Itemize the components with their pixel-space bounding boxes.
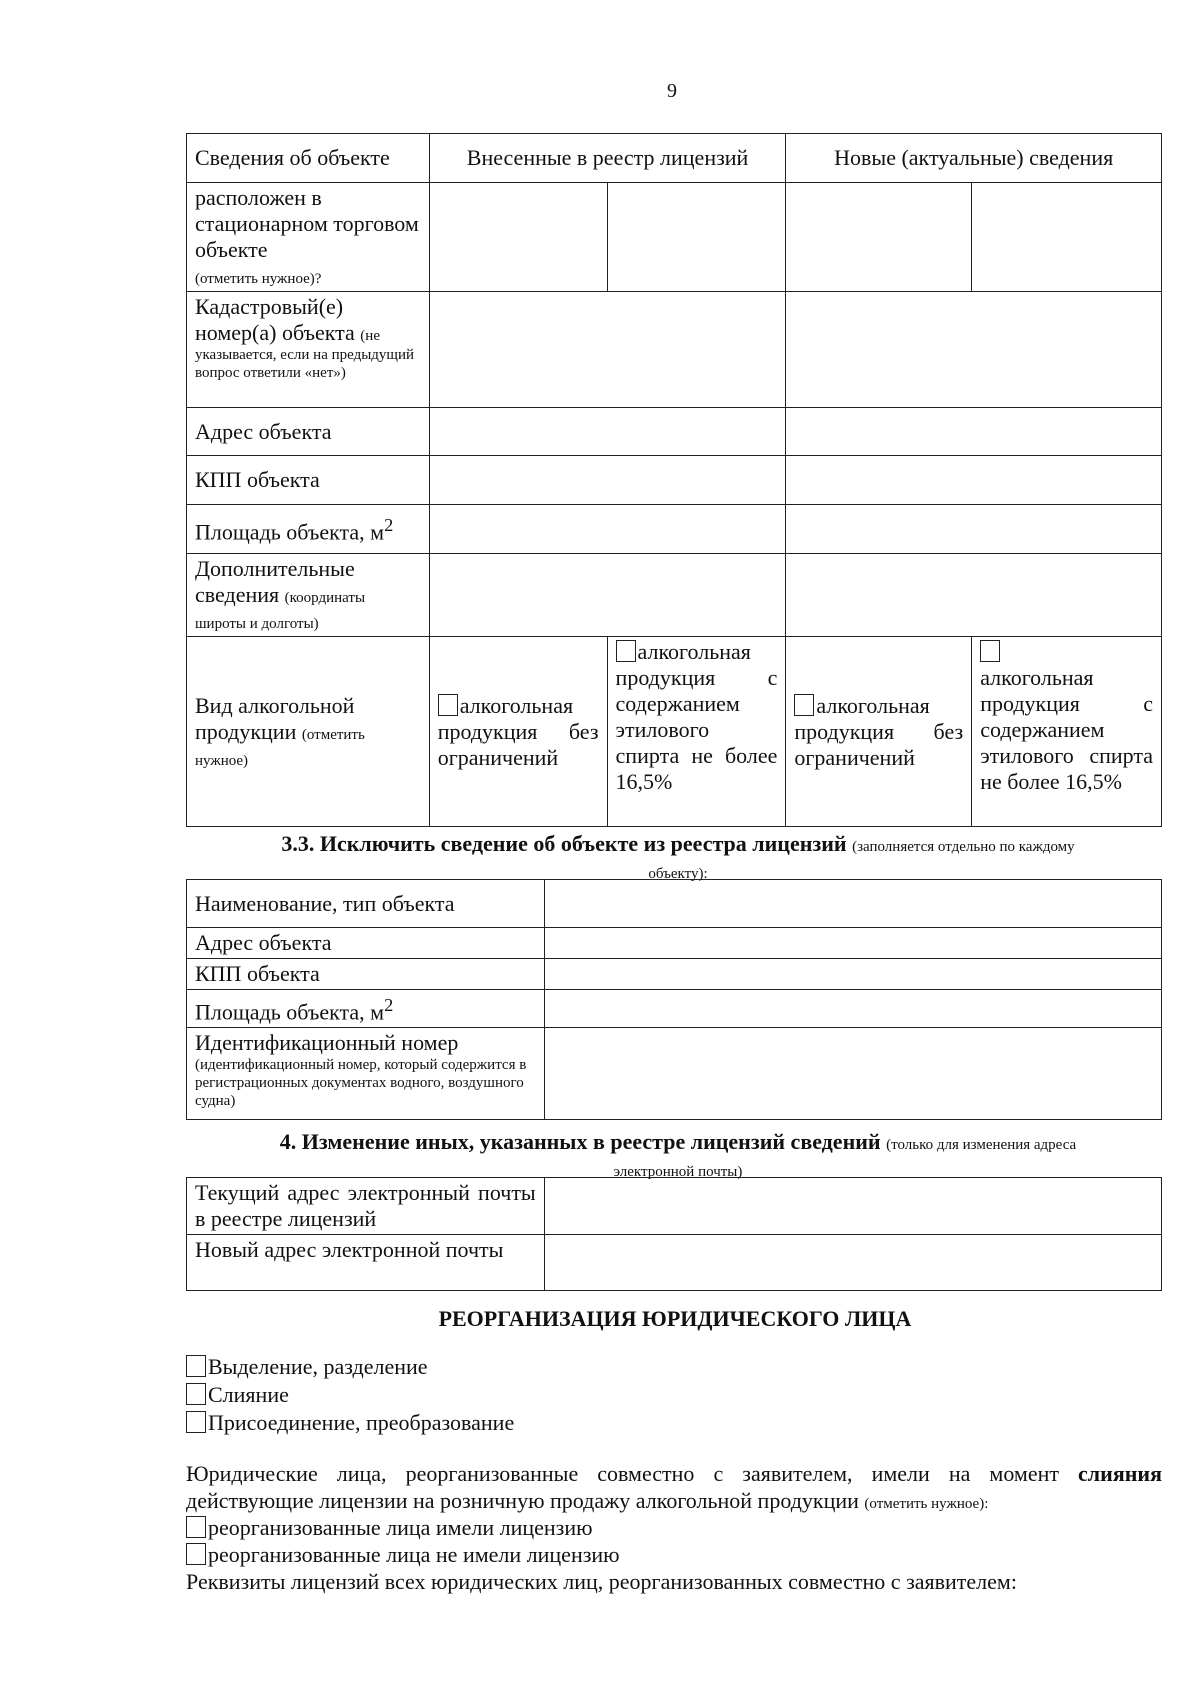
checkbox[interactable] [186,1355,206,1377]
area-new-cell[interactable] [786,505,1162,554]
header-registry: Внесенные в реестр лицензий [429,134,786,183]
new-email-cell[interactable] [544,1235,1161,1291]
address-registry-cell[interactable] [429,408,786,456]
kpp-new-cell[interactable] [786,456,1162,505]
kind-new-limited[interactable]: алкогольная продукция с содержанием этилового спирта не более 16,5% [972,637,1162,827]
cadastral-new-cell[interactable] [786,292,1162,408]
extra-registry-cell[interactable] [429,554,786,637]
row-area-label: Площадь объекта, $м^2$ [187,505,430,554]
email-change-table [186,1177,1162,1291]
checkbox[interactable] [186,1383,206,1405]
row-stationary-note: (отметить нужное)? [195,271,322,287]
exclude-address-cell[interactable] [544,928,1161,959]
row-kpp-label: КПП объекта [187,456,430,505]
checkbox[interactable] [616,640,636,662]
row-cadastral-label: Кадастровый(е) номер(а) объекта (не указывается, если на предыдущий вопрос ответили «нет») [187,292,430,408]
row-extra-note: широты и долготы) [195,616,319,632]
kind-new-no-limit[interactable]: алкогольная продукция без ограничений [786,637,972,827]
exclude-kpp-cell[interactable] [544,959,1161,990]
checkbox[interactable] [794,694,814,716]
area-registry-cell[interactable] [429,505,786,554]
stationary-new-yes-cell[interactable] [786,183,972,292]
new-email-label: Новый адрес электронной почты [187,1235,545,1291]
header-object-info: Сведения об объекте [187,134,430,183]
reorg-paragraph: Юридические лица, реорганизованные совместно с заявителем, имели на момент слияния действующие лицензии на розничную продажу алкогольной продукции (отметить нужное): [186,1461,1162,1513]
reorg-option-merge[interactable]: Слияние [186,1382,289,1408]
requisites-line: Реквизиты лицензий всех юридических лиц, реорганизованных совместно с заявителем: [186,1569,1017,1594]
reorganization-title: РЕОРГАНИЗАЦИЯ ЮРИДИЧЕСКОГО ЛИЦА [438,1306,912,1331]
kpp-registry-cell[interactable] [429,456,786,505]
section-3-3-title: 3.3. Исключить сведение об объекте из реестра лицензий (заполняется отдельно по каждому объекту): [281,831,1075,882]
checkbox[interactable] [980,640,1000,662]
cadastral-registry-cell[interactable] [429,292,786,408]
exclude-area-cell[interactable] [544,990,1161,1028]
stationary-new-no-cell[interactable] [972,183,1162,292]
reorg-option-split[interactable]: Выделение, разделение [186,1354,428,1380]
exclude-area-label: Площадь объекта, $м^2$ [187,990,545,1028]
kind-registry-limited[interactable]: алкогольная продукция с содержанием этилового спирта не более 16,5% [607,637,786,827]
checkbox[interactable] [438,694,458,716]
extra-new-cell[interactable] [786,554,1162,637]
reorg-option-join[interactable]: Присоединение, преобразование [186,1410,514,1436]
address-new-cell[interactable] [786,408,1162,456]
exclude-name-cell[interactable] [544,880,1161,928]
row-kind-label: Вид алкогольной продукции (отметить нужное) [187,637,430,827]
license-option-had[interactable]: реорганизованные лица имели лицензию [186,1515,593,1541]
stationary-registry-yes-cell[interactable] [429,183,607,292]
exclude-id-cell[interactable] [544,1028,1161,1120]
current-email-cell[interactable] [544,1178,1161,1235]
current-email-label: Текущий адрес электронный почты в реестре лицензий [187,1178,545,1235]
page-number: 9 [667,80,677,102]
checkbox[interactable] [186,1516,206,1538]
exclude-kpp-label: КПП объекта [187,959,545,990]
exclude-address-label: Адрес объекта [187,928,545,959]
exclude-object-table [186,879,1162,1120]
exclude-name-label: Наименование, тип объекта [187,880,545,928]
license-option-had-not[interactable]: реорганизованные лица не имели лицензию [186,1542,620,1568]
row-extra-label: Дополнительные сведения (координаты широты и долготы) [187,554,430,637]
checkbox[interactable] [186,1543,206,1565]
row-address-label: Адрес объекта [187,408,430,456]
kind-registry-no-limit[interactable]: алкогольная продукция без ограничений [429,637,607,827]
header-new-info: Новые (актуальные) сведения [786,134,1162,183]
object-info-table [186,133,1162,827]
exclude-id-label: Идентификационный номер (идентификационный номер, который содержится в регистрационных документах водного, воздушного судна) [187,1028,545,1120]
row-stationary-label: расположен в стационарном торговом объекте (отметить нужное)? [187,183,430,292]
row-cadastral-note: указывается, если на предыдущий вопрос ответили «нет») [195,347,415,381]
stationary-registry-no-cell[interactable] [607,183,786,292]
section-4-title: 4. Изменение иных, указанных в реестре лицензий сведений (только для изменения адреса электронной почты) [279,1129,1077,1180]
checkbox[interactable] [186,1411,206,1433]
